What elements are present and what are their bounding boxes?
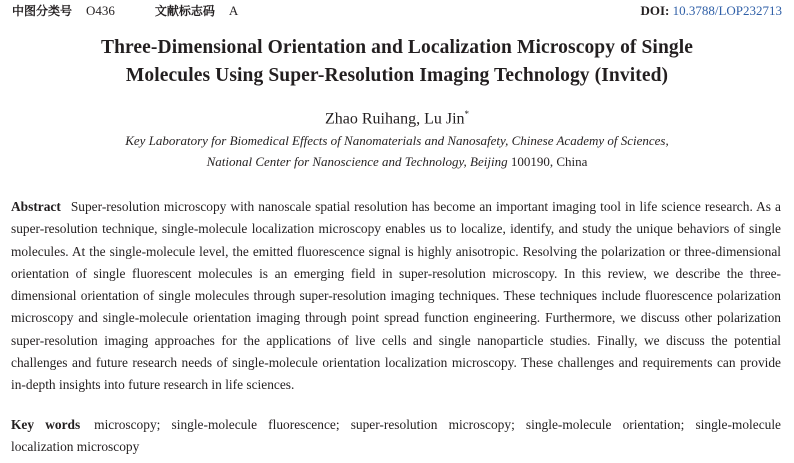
title-line-1: Three-Dimensional Orientation and Localization Microscopy of Single [100, 37, 694, 58]
classification-block [12, 2, 238, 20]
title-line-2: Molecules Using Super-Resolution Imaging Technology (Invited) [125, 65, 669, 86]
metadata-row [12, 2, 782, 20]
abstract-label: Abstract [11, 199, 61, 214]
document-code-value: A [228, 3, 239, 18]
affiliation [0, 130, 794, 172]
doi-block [640, 2, 782, 20]
authors [0, 104, 794, 129]
doi-label: DOI: [640, 3, 670, 18]
corresponding-author-mark: * [464, 109, 470, 119]
keywords-text: microscopy; single-molecule fluorescence; super-resolution microscopy; single-molecule orientation; single-molecule localization microscopy [11, 417, 781, 455]
keywords [11, 414, 781, 459]
doi-link[interactable]: 10.3788/LOP232713 [672, 3, 782, 18]
document-code-label: 文献标志码 [154, 4, 215, 18]
abstract [11, 196, 781, 397]
affiliation-postcode: 100190, China [507, 154, 588, 169]
abstract-text: Super-resolution microscopy with nanoscale spatial resolution has become an important imaging tool in life science research. As a super-resolution technique, single-molecule localization microscopy enables us to localize, identify, and study the unique behaviors of single molecules. At the single-molecule level, the emitted fluorescence signal is highly anisotropic. Resolving the polarization or three-dimensional orientation of single fluorescent molecules is an emerging field in super-resolution microscopy. In this review, we describe the three-dimensional orientation of single molecules through super-resolution imaging techniques. These techniques include fluorescence polarization microscopy and single-molecule orientation imaging through point spread function engineering. Furthermore, we discuss other polarization super-resolution imaging approaches for the applications of live cells and single nanoparticle studies. Finally, we discuss the potential challenges and future research needs of single-molecule orientation localization microscopy. These challenges and requirements can provide in-depth insights into future research in life sciences. [11, 199, 781, 393]
affiliation-line-2: National Center for Nanoscience and Technology, Beijing [206, 154, 508, 169]
classification-value: O436 [86, 3, 115, 18]
classification-label: 中图分类号 [12, 4, 73, 18]
affiliation-line-1: Key Laboratory for Biomedical Effects of Nanomaterials and Nanosafety, Chinese Academy of Sciences, [125, 133, 669, 148]
keywords-label: Key words [11, 417, 81, 432]
author-names: Zhao Ruihang, Lu Jin [324, 110, 465, 128]
article-title [0, 34, 794, 90]
